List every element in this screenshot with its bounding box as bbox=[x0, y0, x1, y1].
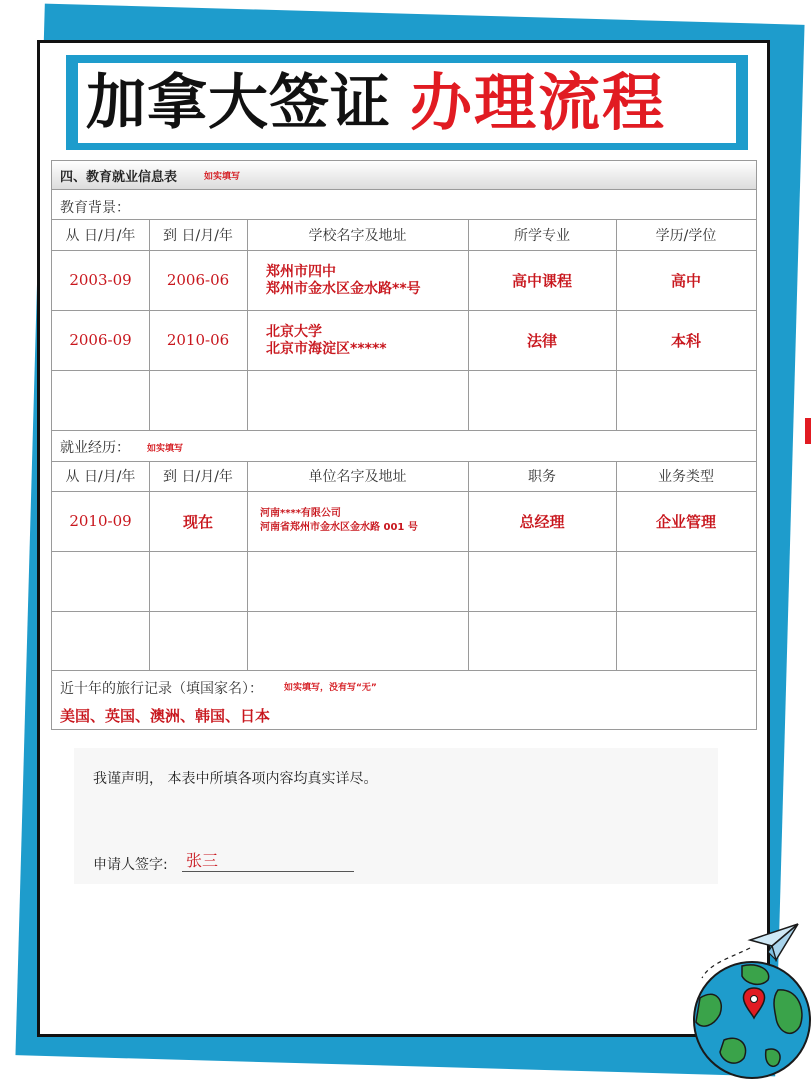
edu-header-degree: 学历/学位 bbox=[655, 227, 717, 244]
edu-row1-degree: 高中 bbox=[670, 271, 701, 290]
divider bbox=[52, 670, 756, 671]
edu-header-from: 从 日/月/年 bbox=[65, 227, 136, 244]
divider bbox=[52, 370, 756, 371]
employment-note: 如实填写 bbox=[147, 444, 184, 454]
section-title: 四、教育就业信息表 bbox=[60, 170, 178, 185]
divider bbox=[247, 461, 248, 670]
edu-header-school: 学校名字及地址 bbox=[308, 227, 407, 244]
divider bbox=[52, 551, 756, 552]
edge-mark bbox=[805, 418, 811, 444]
edu-row2-from: 2006-09 bbox=[69, 331, 132, 349]
edu-row2-degree: 本科 bbox=[670, 331, 701, 350]
emp-row1-to: 现在 bbox=[182, 512, 213, 531]
edu-row1-from: 2003-09 bbox=[69, 271, 132, 289]
section-header bbox=[52, 161, 756, 190]
divider bbox=[247, 219, 248, 430]
education-label: 教育背景： bbox=[60, 200, 130, 216]
divider bbox=[52, 611, 756, 612]
section-note: 如实填写 bbox=[204, 172, 241, 182]
edu-row2-school-name: 北京大学 bbox=[266, 324, 322, 340]
globe-decoration bbox=[680, 918, 811, 1081]
emp-header-business: 业务类型 bbox=[658, 469, 714, 485]
emp-row1-business: 企业管理 bbox=[655, 512, 716, 531]
edu-row2-to: 2010-06 bbox=[166, 331, 230, 349]
travel-label: 近十年的旅行记录（填国家名）： bbox=[60, 681, 263, 697]
title-part1: 加拿大签证 bbox=[86, 68, 391, 138]
emp-row1-company-address: 河南省郑州市金水区金水路 001 号 bbox=[260, 522, 418, 533]
info-form bbox=[51, 160, 757, 730]
emp-header-to: 到 日/月/年 bbox=[163, 469, 233, 485]
edu-row1-major: 高中课程 bbox=[511, 271, 572, 290]
signature-value: 张三 bbox=[186, 851, 219, 870]
edu-row2-major: 法律 bbox=[526, 331, 557, 350]
globe-icon bbox=[680, 918, 811, 1081]
signature-line bbox=[182, 871, 354, 872]
emp-row1-position: 总经理 bbox=[519, 512, 565, 531]
signature-label: 申请人签字: bbox=[93, 857, 168, 873]
divider bbox=[52, 430, 756, 431]
edu-row1-school-name: 郑州市四中 bbox=[266, 264, 336, 280]
emp-header-company: 单位名字及地址 bbox=[308, 469, 407, 485]
emp-row1-from: 2010-09 bbox=[69, 512, 132, 530]
emp-row1-company-name: 河南****有限公司 bbox=[260, 508, 341, 519]
employment-label: 就业经历： bbox=[60, 440, 130, 456]
edu-row2-school-address: 北京市海淀区***** bbox=[266, 341, 387, 357]
edu-header-major: 所学专业 bbox=[514, 227, 570, 244]
travel-note: 如实填写，没有写“无” bbox=[284, 683, 377, 693]
emp-header-position: 职务 bbox=[528, 469, 556, 485]
edu-row1-to: 2006-06 bbox=[166, 271, 230, 289]
title-part2: 办理流程 bbox=[410, 66, 667, 139]
emp-header-from: 从 日/月/年 bbox=[65, 469, 136, 485]
travel-value: 美国、英国、澳洲、韩国、日本 bbox=[60, 707, 271, 725]
edu-header-to: 到 日/月/年 bbox=[163, 227, 233, 244]
edu-row1-school-address: 郑州市金水区金水路**号 bbox=[266, 281, 421, 297]
declaration-text: 我谨声明， 本表中所填各项内容均真实详尽。 bbox=[93, 771, 378, 787]
